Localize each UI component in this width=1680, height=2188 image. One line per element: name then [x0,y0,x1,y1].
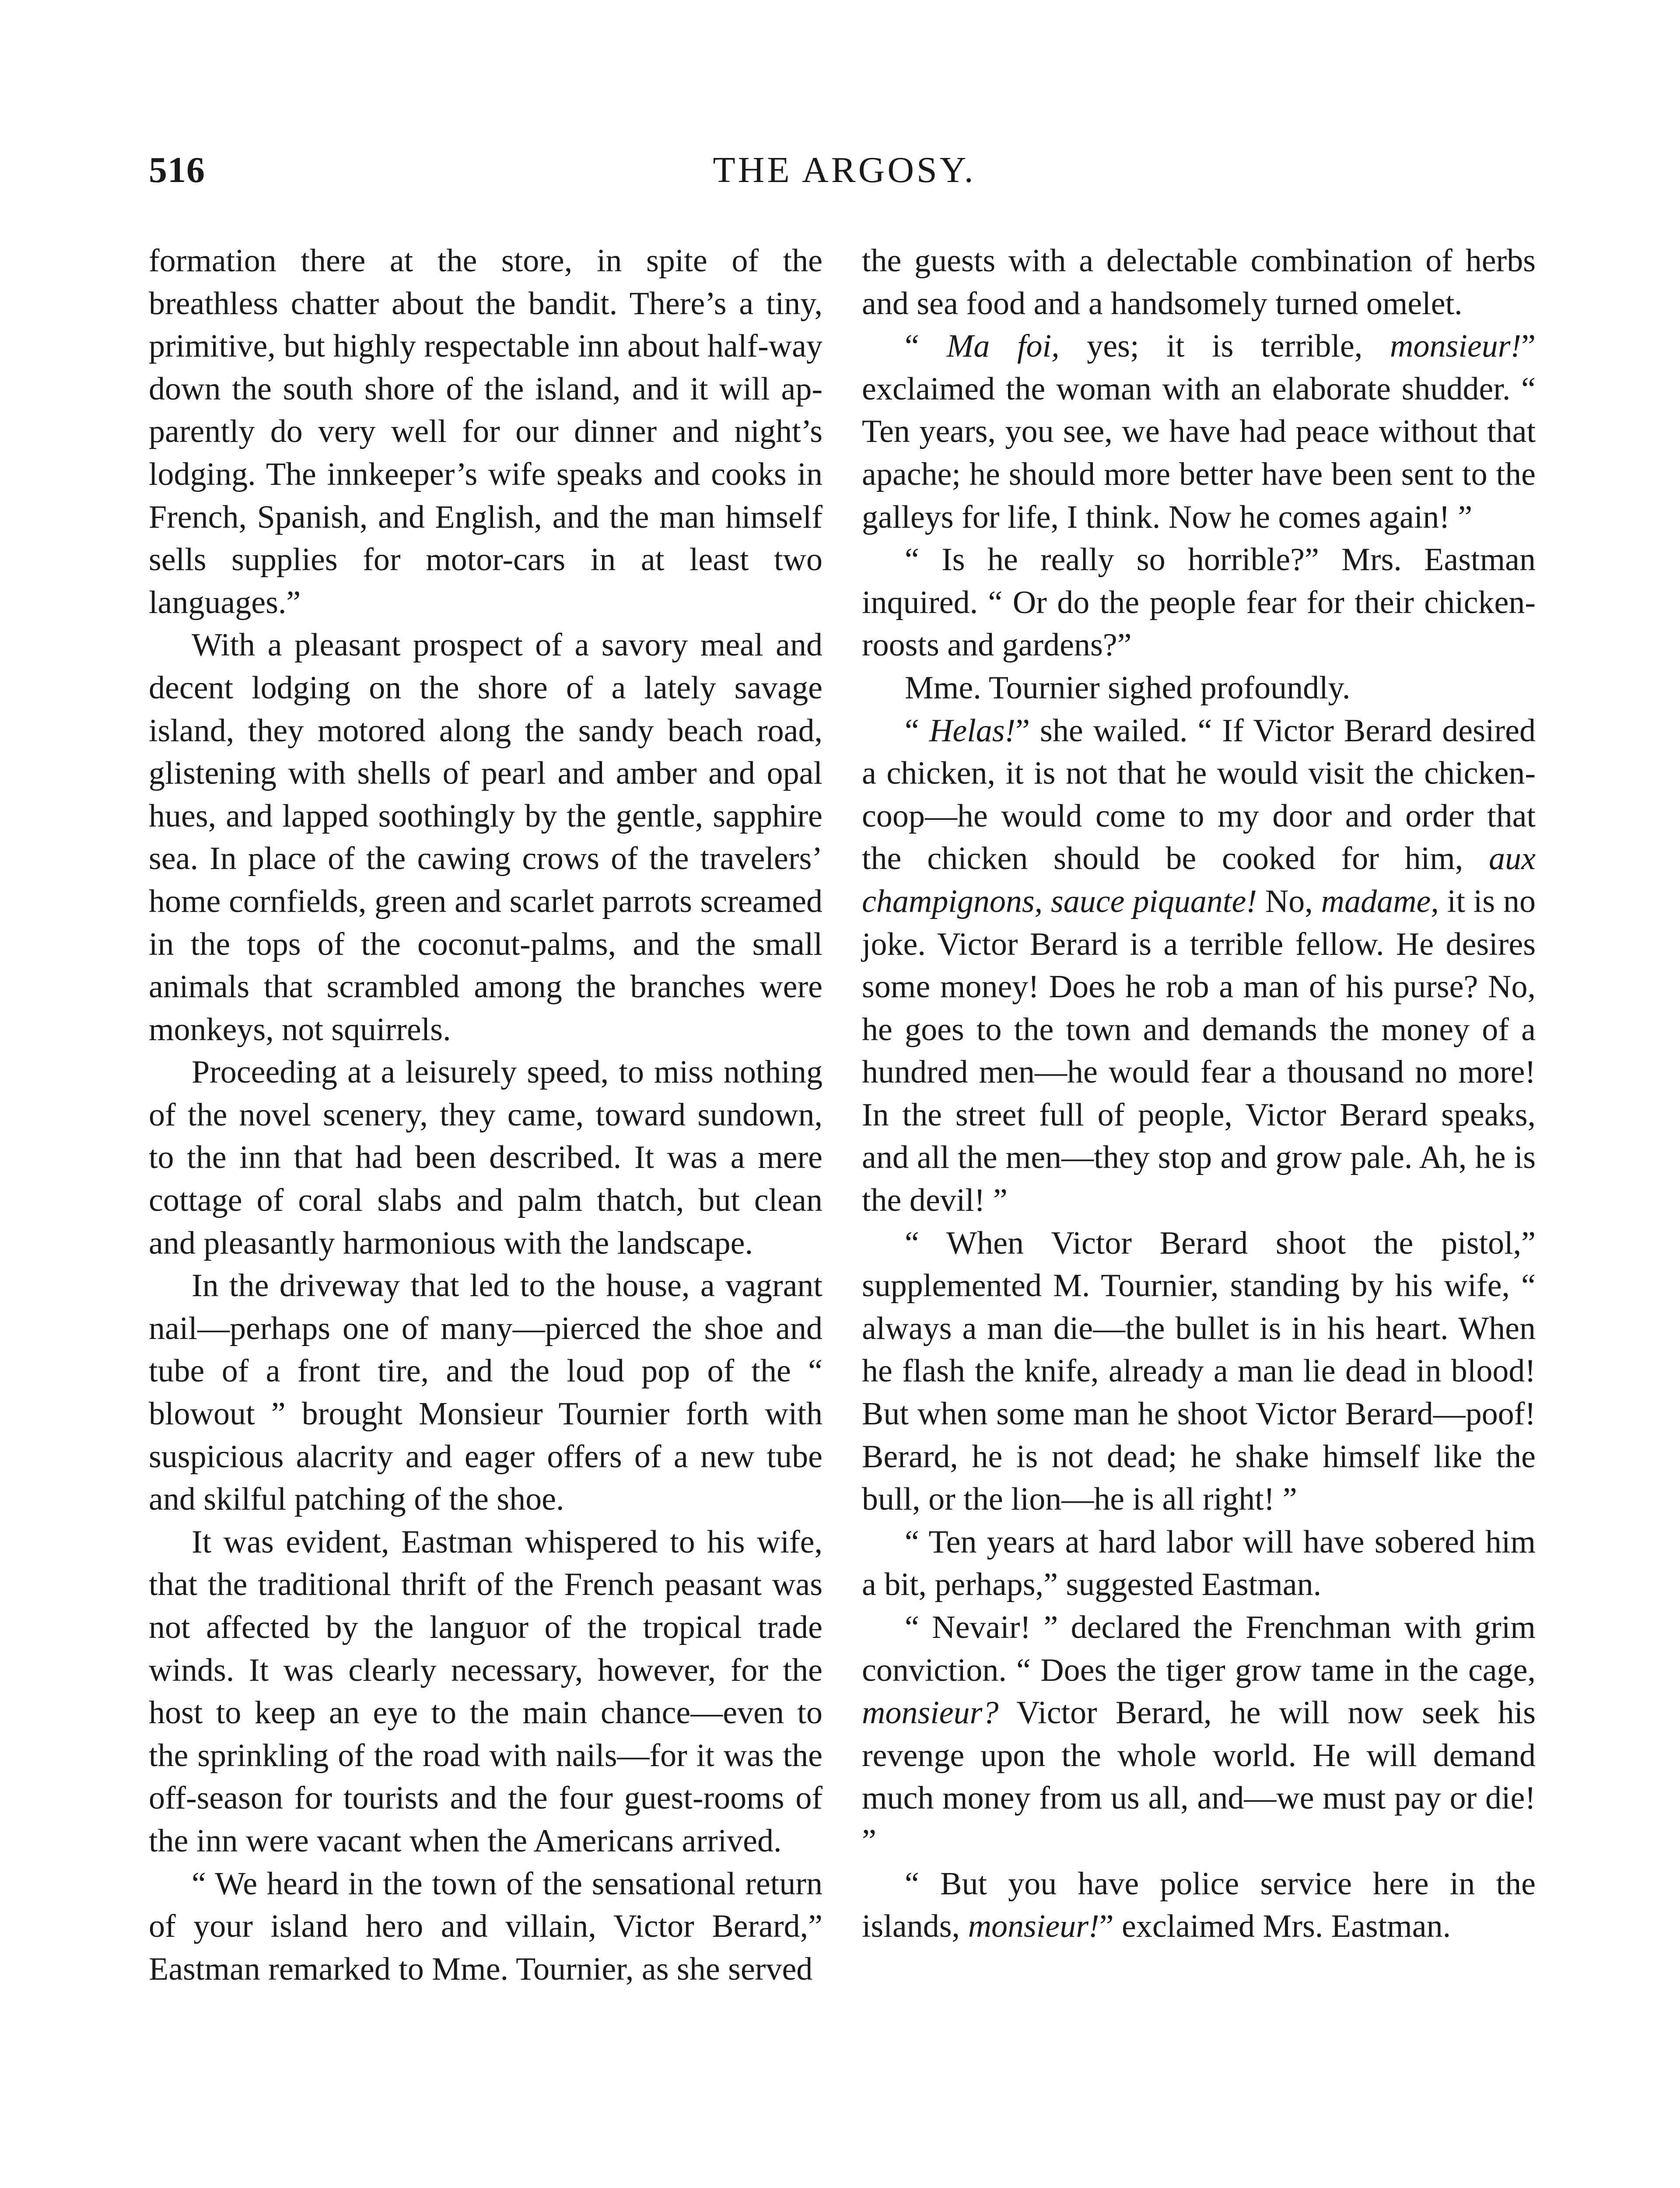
paragraph [149,624,822,1051]
text-run: “ [905,328,947,365]
italic-text: monsieur? [862,1695,999,1731]
text-run: “ Ten years at hard labor will have sobered him a bit, perhaps,” suggested Eastman. [862,1524,1536,1603]
text-run: formation there at the store, in spite of the breathless chatter about the bandit. There’s a tiny, primitive, but highly respectable inn about half-way down the south shore of the island, and it will apparently do very well for our dinner and night’s lodging. The innkeeper’s wife speaks and cooks in French, Spanish, and English, and the man himself sells supplies for motor-cars in at least two languages.” [149,243,822,621]
paragraph [862,710,1536,1222]
paragraph [149,1863,822,1991]
paragraph [862,240,1536,325]
right-column [862,240,1536,1948]
paragraph [149,240,822,624]
text-run: It was evident, Eastman whispered to his wife, that the traditional thrift of the French peasant was not affected by the languor of the tropical trade winds. It was clearly necessary, however, for the host to keep an eye to the main chance—even to the sprinkling of the road with nails—for it was the off-season for tourists and the four guest-rooms of the inn were vacant when the Americans arrived. [149,1524,822,1859]
paragraph [862,539,1536,667]
text-run: “ We heard in the town of the sensational return of your island hero and villain, Victor Berard,” Eastman remarked to Mme. Tournier, as she served [149,1865,822,1987]
text-run: “ Nevair! ” declared the Frenchman with grim conviction. “ Does the tiger grow tame in the cage, [862,1609,1536,1688]
paragraph [862,1222,1536,1521]
text-run: “ But you have police service here in the islands, [862,1865,1536,1945]
paragraph [149,1051,822,1265]
italic-text: Helas! [929,712,1016,749]
text-run: Proceeding at a leisurely speed, to miss nothing of the novel scenery, they came, toward sundown, to the inn that had been described. It was a mere cottage of coral slabs and palm thatch, but clean and pleasantly harmonious with the landscape. [149,1054,822,1261]
left-column [149,240,822,1991]
italic-text: aux champignons, sauce piquante! [862,841,1536,919]
italic-text: monsieur! [1390,328,1522,365]
page-header [149,149,1540,206]
text-run: In the driveway that led to the house, a vagrant nail—perhaps one of many—pierced the shoe and tube of a front tire, and the loud pop of the “ blowout ” brought Monsieur Tournier forth with suspicious alacrity and eager offers of a new tube and skilful patching of the shoe. [149,1268,822,1518]
text-run: it is no joke. Victor Berard is a terrible fellow. He desires some money! Does he rob a man of his purse? No, he goes to the town and demands the money of a hundred men—he would fear a thousand no more! In the street full of people, Victor Berard speaks, and all the men—they stop and grow pale. Ah, he is the devil! ” [862,883,1536,1219]
text-run: “ Is he really so horrible?” Mrs. Eastman inquired. “ Or do the people fear for their chicken-roosts and gardens?” [862,542,1536,663]
paragraph [862,1863,1536,1948]
text-run: ” she wailed. “ If Victor Berard desired a chicken, it is not that he would visit the chicken-coop—he would come to my door and order that the chicken should be cooked for him, [862,712,1536,877]
running-title: THE ARGOSY. [713,150,976,190]
text-run: “ [905,712,929,749]
text-run: No, [1256,883,1321,919]
text-run: ” exclaimed the woman with an elaborate shudder. “ Ten years, you see, we have had peace without that apache; he should more better have been sent to the galleys for life, I think. Now he comes again! ” [862,328,1536,535]
paragraph [862,325,1536,539]
paragraph [862,1521,1536,1606]
text-run: the guests with a delectable combination of herbs and sea food and a handsomely turned omelet. [862,243,1536,322]
paragraph [149,1265,822,1521]
italic-text: Ma foi, [946,328,1060,365]
paragraph [862,667,1536,710]
text-run: “ When Victor Berard shoot the pistol,” supplemented M. Tournier, standing by his wife, “ always a man die—the bullet is in his heart. When he flash the knife, already a man lie dead in blood! But when some man he shoot Victor Berard—poof! Berard, he is not dead; he shake himself like the bull, or the lion—he is all right! ” [862,1225,1536,1518]
text-run: With a pleasant prospect of a savory meal and decent lodging on the shore of a lately savage island, they motored along the sandy beach road, glistening with shells of pearl and amber and opal hues, and lapped soothingly by the gentle, sapphire sea. In place of the cawing crows of the travelers’ home cornfields, green and scarlet parrots screamed in the tops of the coconut-palms, and the small animals that scrambled among the branches were monkeys, not squirrels. [149,627,822,1048]
italic-text: monsieur! [968,1908,1099,1945]
italic-text: madame, [1321,883,1439,919]
text-run: Victor Berard, he will now seek his revenge upon the whole world. He will demand much money from us all, and—we must pay or die! ” [862,1695,1536,1859]
paragraph [149,1521,822,1863]
text-run: yes; it is terrible, [1059,328,1390,365]
paragraph [862,1606,1536,1863]
page-number: 516 [149,150,205,190]
text-run: ” exclaimed Mrs. Eastman. [1099,1908,1451,1945]
text-run: Mme. Tournier sighed profoundly. [905,670,1351,706]
